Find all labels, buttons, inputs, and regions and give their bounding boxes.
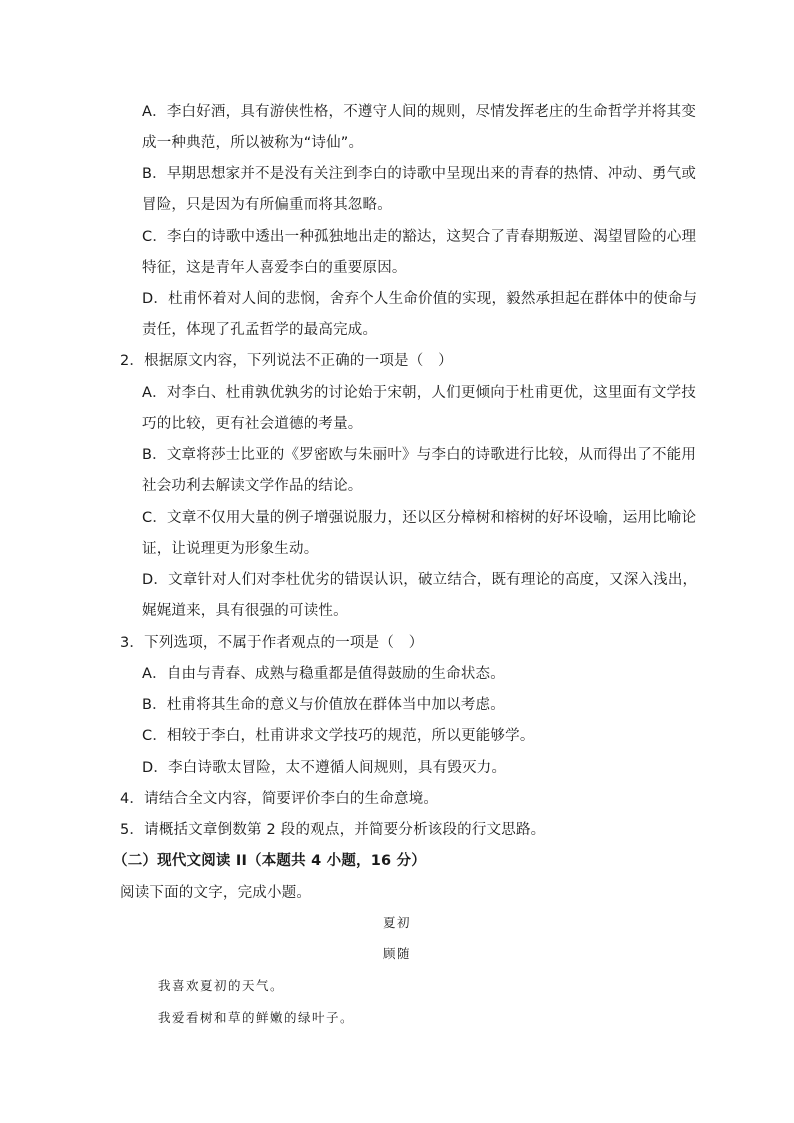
q1-option-c-line1: C．李白的诗歌中透出一种孤独地出走的豁达，这契合了青春期叛逆、渴望冒险的心理 xyxy=(142,229,697,245)
section-instruction: 阅读下面的文字，完成小题。 xyxy=(120,885,312,901)
q2-option-d-line2: 娓娓道来，具有很强的可读性。 xyxy=(142,603,348,619)
q2-option-c-line1: C．文章不仅用大量的例子增强说服力，还以区分樟树和榕树的好坏设喻，运用比喻论 xyxy=(142,510,697,526)
q1-option-c-line2: 特征，这是青年人喜爱李白的重要原因。 xyxy=(142,260,407,276)
section-heading: （二）现代文阅读 II（本题共 4 小题，16 分） xyxy=(113,853,426,869)
q1-option-b-line2: 冒险，只是因为有所偏重而将其忽略。 xyxy=(142,197,392,213)
q3-option-a: A．自由与青春、成熟与稳重都是值得鼓励的生命状态。 xyxy=(142,666,505,682)
passage-line: 我喜欢夏初的天气。 xyxy=(158,978,285,993)
q1-option-a-line1: A．李白好酒，具有游侠性格，不遵守人间的规则，尽情发挥老庄的生命哲学并将其变 xyxy=(142,104,697,120)
q3-stem: 3．下列选项，不属于作者观点的一项是（ ） xyxy=(120,635,424,651)
passage-line: 我爱看树和草的鲜嫩的绿叶子。 xyxy=(158,1010,355,1025)
q3-option-b: B．杜甫将其生命的意义与价值放在群体当中加以考虑。 xyxy=(142,697,505,713)
q2-option-d-line1: D．文章针对人们对李杜优劣的错误认识，破立结合，既有理论的高度，又深入浅出， xyxy=(142,572,698,588)
q1-option-b-line1: B．早期思想家并不是没有关注到李白的诗歌中呈现出来的青春的热情、冲动、勇气或 xyxy=(142,166,697,182)
q2-option-b-line1: B．文章将莎士比亚的《罗密欧与朱丽叶》与李白的诗歌进行比较，从而得出了不能用 xyxy=(142,447,697,463)
passage-author: 顾随 xyxy=(382,946,411,961)
q3-option-d: D．李白诗歌太冒险，太不遵循人间规则，具有毁灭力。 xyxy=(142,760,507,776)
q2-stem: 2．根据原文内容，下列说法不正确的一项是（ ） xyxy=(120,353,453,369)
q1-option-d-line2: 责任，体现了孔孟哲学的最高完成。 xyxy=(142,322,378,338)
q5-stem: 5．请概括文章倒数第 2 段的观点，并简要分析该段的行文思路。 xyxy=(120,822,546,838)
q3-option-c: C．相较于李白，杜甫讲求文学技巧的规范，所以更能够学。 xyxy=(142,728,535,744)
q4-stem: 4．请结合全文内容，简要评价李白的生命意境。 xyxy=(120,791,439,807)
q2-option-c-line2: 证，让说理更为形象生动。 xyxy=(142,541,319,557)
q2-option-b-line2: 社会功利去解读文学作品的结论。 xyxy=(142,478,363,494)
q2-option-a-line1: A．对李白、杜甫孰优孰劣的讨论始于宋朝，人们更倾向于杜甫更优，这里面有文学技 xyxy=(142,385,697,401)
passage-title: 夏初 xyxy=(382,915,411,930)
q1-option-a-line2: 成一种典范，所以被称为“诗仙”。 xyxy=(142,135,364,151)
q2-option-a-line2: 巧的比较，更有社会道德的考量。 xyxy=(142,416,363,432)
q1-option-d-line1: D．杜甫怀着对人间的悲悯，舍弃个人生命价值的实现，毅然承担起在群体中的使命与 xyxy=(142,291,698,307)
